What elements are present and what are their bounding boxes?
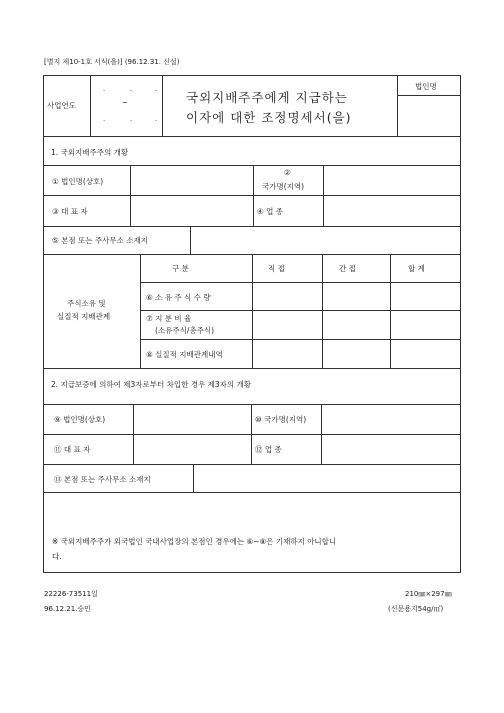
row-ratio-label: ⑦ 지 분 비 율: [146, 314, 192, 323]
divider: [43, 136, 461, 137]
third-address-label: ⑬ 본점 또는 주사무소 소재지: [54, 475, 151, 484]
form-reference: [별지 제10-1호 서식(을)] (96.12.31. 신설): [44, 58, 180, 66]
divider: [43, 464, 461, 465]
relation-label-line2: 실질적 지배관계: [57, 312, 111, 321]
third-country-label: ⑩ 국가명(지역): [255, 415, 307, 424]
title-line-2: 이자에 대한 조정명세서(을): [186, 110, 352, 125]
row-shares-label: ⑥ 소 유 주 식 수 량: [146, 293, 211, 302]
divider: [140, 339, 461, 340]
divider: [162, 75, 163, 136]
year-mark: ·: [155, 117, 158, 125]
relation-label-line1: 주식소유 및: [67, 299, 106, 308]
divider: [190, 226, 191, 254]
divider: [43, 165, 461, 166]
year-mark: ·: [130, 117, 133, 125]
year-mark: ·: [130, 87, 133, 95]
col-header-total: 합 계: [408, 264, 425, 273]
country-number: ②: [284, 168, 291, 177]
divider: [43, 492, 461, 493]
divider: [43, 226, 461, 227]
frame-left: [43, 75, 44, 573]
col-header-indirect: 간 접: [339, 264, 356, 273]
third-business-label: ⑫ 업 종: [255, 445, 282, 454]
frame-top: [43, 75, 461, 76]
year-mark: ·: [103, 87, 106, 95]
divider: [397, 95, 461, 96]
divider: [322, 254, 323, 368]
divider: [390, 254, 391, 368]
divider: [43, 404, 461, 405]
third-rep-label: ⑪ 대 표 자: [54, 445, 91, 454]
third-corp-name-label: ⑨ 법인명(상호): [54, 415, 106, 424]
corp-name-field-label: ① 법인명(상호): [52, 177, 104, 186]
year-range-mark: ~: [122, 99, 128, 107]
divider: [140, 254, 141, 368]
divider: [140, 282, 461, 283]
approval-date: 96.12.21.승인: [44, 605, 91, 613]
business-year-label: 사업연도: [47, 101, 76, 110]
note-line-1: ※ 국외지배주주가 외국법인 국내사업장의 본점인 경우에는 ⑥~⑧은 기재하지 아니합니: [52, 537, 337, 546]
rep-field-label: ③ 대 표 자: [52, 207, 88, 216]
form-code: 22226-73511일: [44, 590, 98, 598]
year-mark: ·: [155, 87, 158, 95]
row-control-label: ⑧ 실질적 지배관계내역: [146, 350, 223, 359]
divider: [193, 464, 194, 492]
row-ratio-sublabel: (소유주식/총주식): [155, 326, 215, 335]
frame-bottom: [43, 572, 461, 573]
section1-heading: 1. 국외지배주주의 개황: [51, 148, 129, 157]
corp-name-label: 법인명: [415, 82, 437, 91]
note-line-2: 다.: [52, 552, 62, 561]
divider: [252, 254, 253, 368]
divider: [43, 195, 461, 196]
paper-type: (신문용지54g/㎡): [388, 605, 444, 613]
divider: [90, 75, 91, 136]
business-field-label: ④ 업 종: [257, 207, 283, 216]
divider: [140, 310, 461, 311]
divider: [43, 368, 461, 369]
paper-size: 210㎜×297㎜: [405, 590, 452, 598]
country-field-label: 국가명(지역): [262, 182, 305, 191]
divider: [43, 434, 461, 435]
col-header-direct: 직 접: [268, 264, 285, 273]
year-mark: ·: [103, 117, 106, 125]
section2-heading: 2. 지급보증에 의하여 제3자로부터 차입한 경우 제3자의 개황: [51, 380, 252, 389]
title-line-1: 국외지배주주에게 지급하는: [186, 90, 348, 105]
divider: [397, 75, 398, 136]
address-field-label: ⑤ 본점 또는 주사무소 소재지: [52, 236, 148, 245]
col-header-division: 구 분: [172, 264, 189, 273]
frame-right: [460, 75, 461, 573]
